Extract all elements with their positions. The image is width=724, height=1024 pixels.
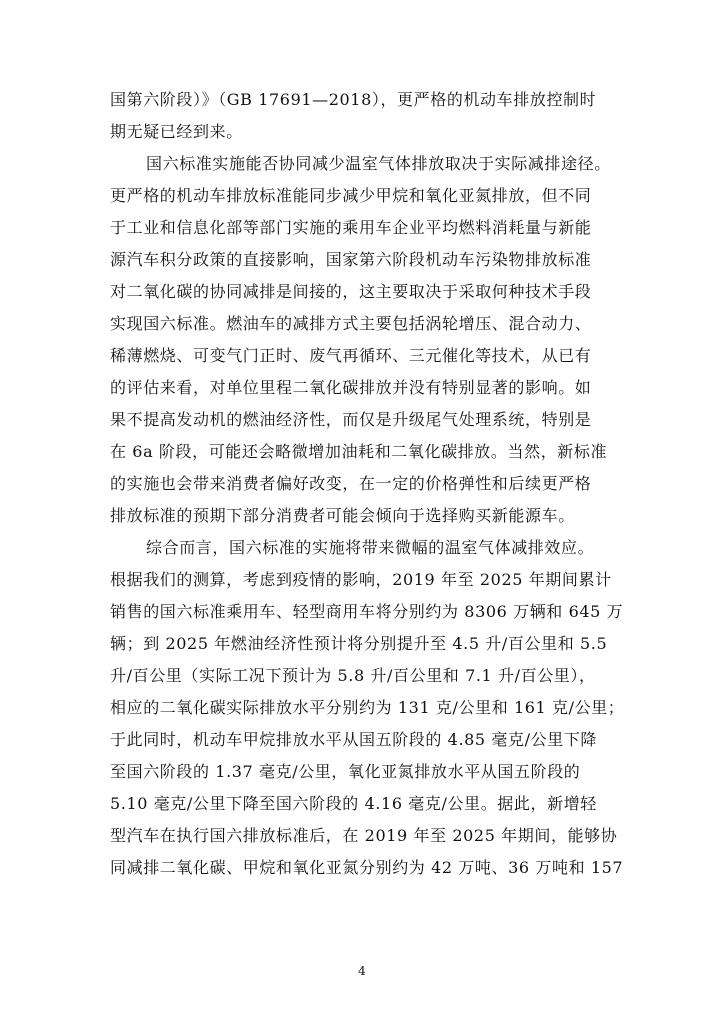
text-line: 源汽车积分政策的直接影响，国家第六阶段机动车污染物排放标准 (110, 250, 592, 269)
text-line: 在 6a 阶段，可能还会略微增加油耗和二氧化碳排放。当然，新标准 (110, 442, 608, 461)
text-line: 排放标准的预期下部分消费者可能会倾向于选择购买新能源车。 (110, 506, 575, 525)
text-line: 辆；到 2025 年燃油经济性预计将分别提升至 4.5 升/百公里和 5.5 (110, 634, 608, 653)
text-line: 期无疑已经到来。 (110, 122, 243, 141)
text-line: 稀薄燃烧、可变气门正时、废气再循环、三元催化等技术，从已有 (110, 346, 592, 365)
text-line: 于此同时，机动车甲烷排放水平从国五阶段的 4.85 毫克/公里下降 (110, 730, 597, 749)
text-line: 果不提高发动机的燃油经济性，而仅是升级尾气处理系统，特别是 (110, 410, 592, 429)
text-line: 于工业和信息化部等部门实施的乘用车企业平均燃料消耗量与新能 (110, 218, 592, 237)
text-line: 的实施也会带来消费者偏好改变，在一定的价格弹性和后续更严格 (110, 474, 592, 493)
text-line: 升/百公里（实际工况下预计为 5.8 升/百公里和 7.1 升/百公里）， (110, 666, 596, 685)
text-line: 的评估来看，对单位里程二氧化碳排放并没有特别显著的影响。如 (110, 378, 592, 397)
text-line: 根据我们的测算，考虑到疫情的影响，2019 年至 2025 年期间累计 (110, 570, 612, 589)
page-number: 4 (358, 964, 366, 978)
text-line: 对二氧化碳的协同减排是间接的，这主要取决于采取何种技术手段 (110, 282, 592, 301)
text-line: 实现国六标准。燃油车的减排方式主要包括涡轮增压、混合动力、 (110, 314, 592, 333)
text-line: 销售的国六标准乘用车、轻型商用车将分别约为 8306 万辆和 645 万 (110, 602, 624, 621)
text-line: 国第六阶段）》（GB 17691—2018），更严格的机动车排放控制时 (110, 90, 597, 109)
text-line: 同减排二氧化碳、甲烷和氧化亚氮分别约为 42 万吨、36 万吨和 157 (110, 858, 624, 877)
text-line: 综合而言，国六标准的实施将带来微幅的温室气体减排效应。 (146, 538, 595, 557)
text-line: 相应的二氧化碳实际排放水平分别约为 131 克/公里和 161 克/公里； (110, 698, 625, 717)
text-line: 更严格的机动车排放标准能同步减少甲烷和氧化亚氮排放，但不同 (110, 186, 592, 205)
text-line: 国六标准实施能否协同减少温室气体排放取决于实际减排途径。 (146, 154, 611, 173)
text-line: 至国六阶段的 1.37 毫克/公里，氧化亚氮排放水平从国五阶段的 (110, 762, 581, 781)
text-line: 型汽车在执行国六排放标准后，在 2019 年至 2025 年期间，能够协 (110, 826, 618, 845)
text-line: 5.10 毫克/公里下降至国六阶段的 4.16 毫克/公里。据此，新增轻 (110, 794, 597, 813)
